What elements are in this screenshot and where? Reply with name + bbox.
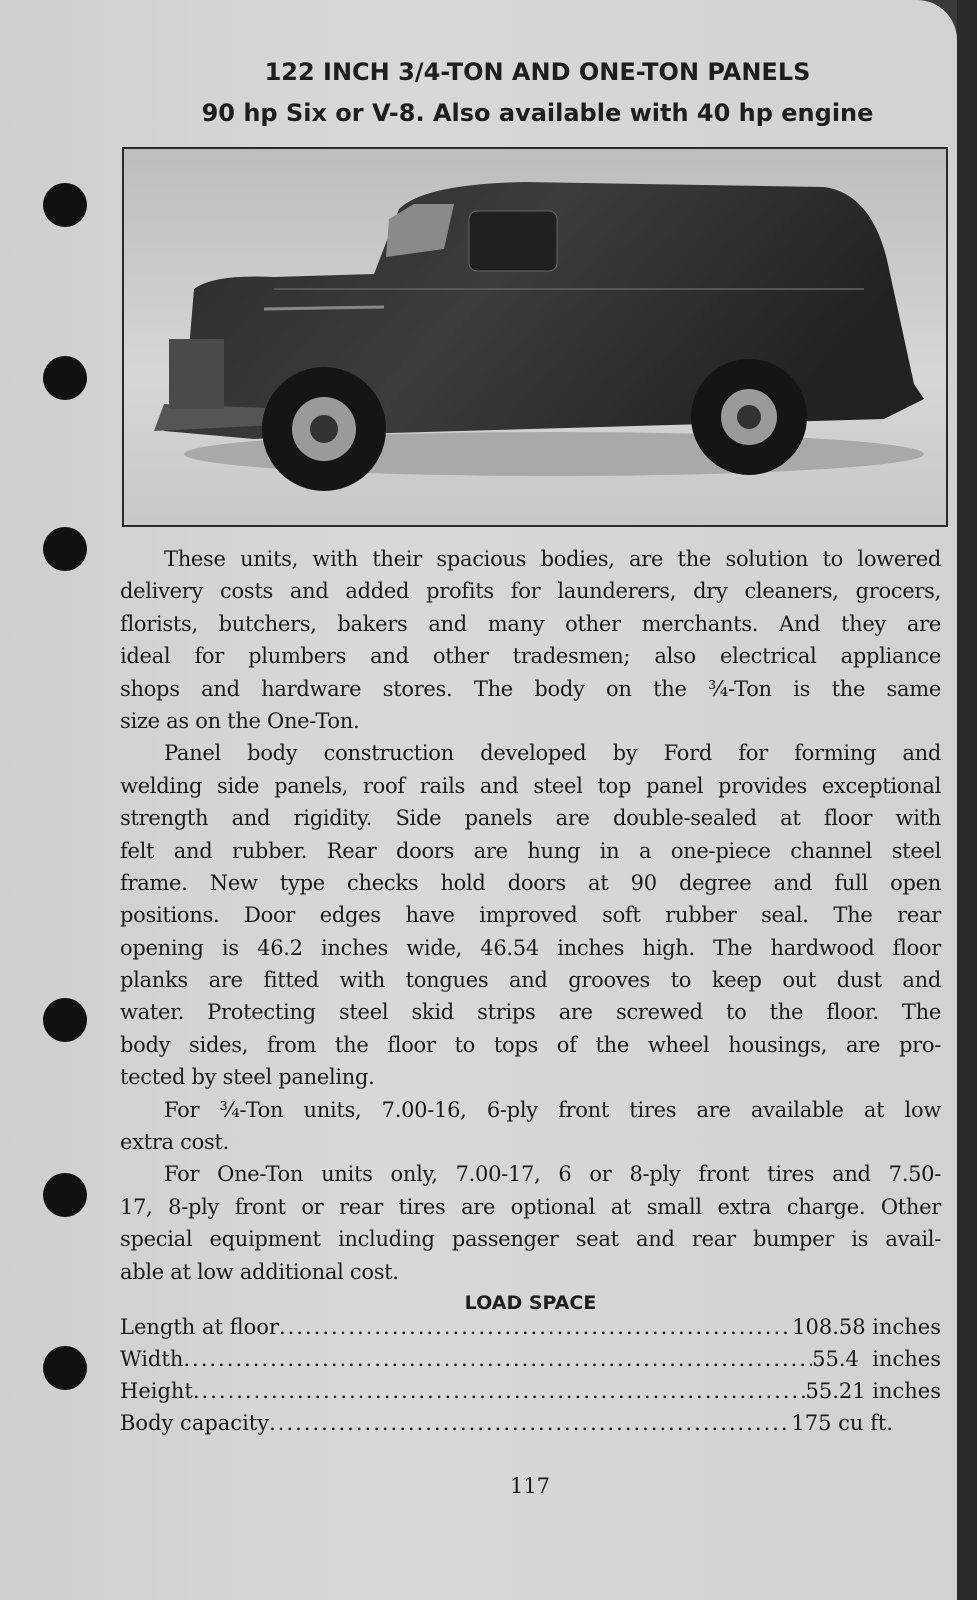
binder-hole [43, 527, 87, 571]
paragraph-line: frame. New type checks hold doors at 90 degree and full open [120, 870, 941, 895]
paragraph-line: size as on the One-Ton. [120, 708, 360, 733]
paragraph-line: ideal for plumbers and other tradesmen; also electrical appliance [120, 644, 941, 669]
binder-hole [43, 1346, 87, 1390]
paragraph-line: able at low additional cost. [120, 1259, 399, 1284]
paragraph-line: shops and hardware stores. The body on the ¾-Ton is the same [120, 676, 941, 701]
spec-label: Height [120, 1379, 193, 1403]
paragraph-line: body sides, from the floor to tops of the wheel housings, are pro- [120, 1032, 941, 1057]
paragraph-line: extra cost. [120, 1130, 229, 1155]
paragraph-line: florists, butchers, bakers and many other merchants. And they are [120, 611, 941, 636]
paragraph-line: planks are fitted with tongues and grooves to keep out dust and [120, 968, 941, 993]
spec-row-length [120, 1315, 941, 1339]
load-space-heading: LOAD SPACE [464, 1292, 597, 1314]
page-title: 122 INCH 3/4-TON AND ONE-TON PANELS [264, 58, 811, 86]
paragraph-line: 17, 8-ply front or rear tires are optional at small extra charge. Other [120, 1194, 941, 1219]
spec-label: Body capacity [120, 1411, 270, 1435]
spec-value: 175 cu ft. [791, 1411, 893, 1435]
paragraph-line: opening is 46.2 inches wide, 46.54 inches high. The hardwood floor [120, 935, 941, 960]
binder-hole [43, 998, 87, 1042]
paragraph-line: Panel body construction developed by Ford for forming and [164, 741, 941, 766]
page-edge [957, 0, 977, 1600]
body-text [120, 543, 941, 1288]
paragraph-line: delivery costs and added profits for launderers, dry cleaners, grocers, [120, 579, 941, 604]
paragraph-line: For ¾-Ton units, 7.00-16, 6-ply front tires are available at low [164, 1097, 941, 1122]
spec-value: 55.21 inches [805, 1379, 941, 1403]
paragraph-line: strength and rigidity. Side panels are double-sealed at floor with [120, 806, 941, 831]
spec-label: Length at floor [120, 1315, 279, 1339]
spec-row-height [120, 1379, 941, 1403]
paragraph-line: felt and rubber. Rear doors are hung in a one-piece channel steel [120, 838, 941, 863]
spec-row-capacity [120, 1411, 941, 1435]
spec-value: 108.58 inches [792, 1315, 941, 1339]
paragraph-line: For One-Ton units only, 7.00-17, 6 or 8-ply front tires and 7.50- [164, 1162, 941, 1187]
binder-hole [43, 1173, 87, 1217]
paragraph-line: positions. Door edges have improved soft rubber seal. The rear [120, 903, 941, 928]
paragraph-line: These units, with their spacious bodies, are the solution to lowered [164, 547, 941, 571]
binder-hole [43, 356, 87, 400]
spec-label: Width [120, 1347, 184, 1371]
paragraph-line: special equipment including passenger seat and rear bumper is avail- [120, 1227, 941, 1252]
panel-truck-photo [122, 147, 948, 527]
page-subtitle: 90 hp Six or V-8. Also available with 40 hp engine [201, 99, 874, 127]
panel-truck-illustration [124, 149, 946, 525]
page-number: 117 [509, 1474, 551, 1498]
front-wheel [262, 367, 386, 491]
paragraph-line: welding side panels, roof rails and steel top panel provides exceptional [120, 773, 941, 798]
rear-wheel [691, 359, 807, 475]
spec-value: 55.4 inches [812, 1347, 941, 1371]
binder-hole [43, 183, 87, 227]
paragraph-line: tected by steel paneling. [120, 1065, 375, 1090]
spec-row-width [120, 1347, 941, 1371]
paragraph-line: water. Protecting steel skid strips are screwed to the floor. The [120, 1000, 941, 1025]
